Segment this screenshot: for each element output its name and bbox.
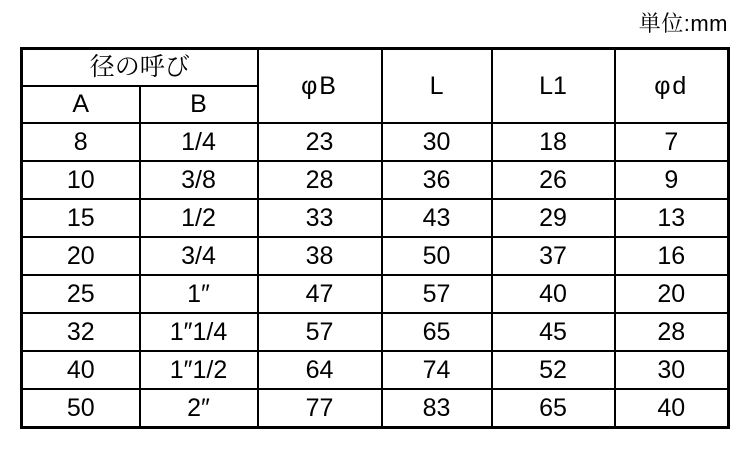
table-cell: 50 <box>22 389 140 428</box>
table-cell: 2″ <box>140 389 258 428</box>
table-cell: 33 <box>258 199 382 237</box>
table-cell: 45 <box>492 313 615 351</box>
table-cell: 28 <box>258 161 382 199</box>
table-cell: 8 <box>22 123 140 161</box>
header-a: A <box>22 86 140 123</box>
table-row <box>22 199 729 237</box>
table-cell: 74 <box>382 351 492 389</box>
table-cell: 64 <box>258 351 382 389</box>
table-cell: 65 <box>382 313 492 351</box>
table-cell: 3/4 <box>140 237 258 275</box>
table-cell: 30 <box>382 123 492 161</box>
header-b: B <box>140 86 258 123</box>
table-cell: 25 <box>22 275 140 313</box>
header-phi-d: φd <box>615 49 729 124</box>
table-header <box>22 49 729 124</box>
table-cell: 30 <box>615 351 729 389</box>
table-cell: 52 <box>492 351 615 389</box>
table-cell: 43 <box>382 199 492 237</box>
table-cell: 1″1/2 <box>140 351 258 389</box>
table-cell: 1/4 <box>140 123 258 161</box>
table-cell: 47 <box>258 275 382 313</box>
table-cell: 7 <box>615 123 729 161</box>
header-l: L <box>382 49 492 124</box>
table-row <box>22 313 729 351</box>
table-body <box>22 123 729 428</box>
table-row <box>22 351 729 389</box>
table-cell: 50 <box>382 237 492 275</box>
table-cell: 40 <box>615 389 729 428</box>
table-cell: 1″ <box>140 275 258 313</box>
table-cell: 77 <box>258 389 382 428</box>
header-nominal-diameter: 径の呼び <box>22 49 258 87</box>
table-cell: 1/2 <box>140 199 258 237</box>
table-cell: 3/8 <box>140 161 258 199</box>
table-cell: 57 <box>382 275 492 313</box>
table-cell: 9 <box>615 161 729 199</box>
table-cell: 13 <box>615 199 729 237</box>
table-row <box>22 237 729 275</box>
table-row <box>22 275 729 313</box>
table-cell: 23 <box>258 123 382 161</box>
table-row <box>22 161 729 199</box>
table-cell: 29 <box>492 199 615 237</box>
unit-label: 単位:mm <box>638 11 728 36</box>
header-l1: L1 <box>492 49 615 124</box>
dimension-table <box>20 47 730 429</box>
table-cell: 32 <box>22 313 140 351</box>
table-row <box>22 389 729 428</box>
table-cell: 36 <box>382 161 492 199</box>
table-cell: 38 <box>258 237 382 275</box>
table-cell: 26 <box>492 161 615 199</box>
table-cell: 20 <box>22 237 140 275</box>
table-row <box>22 123 729 161</box>
table-cell: 83 <box>382 389 492 428</box>
table-cell: 10 <box>22 161 140 199</box>
table-cell: 20 <box>615 275 729 313</box>
table-cell: 28 <box>615 313 729 351</box>
table-cell: 57 <box>258 313 382 351</box>
table-cell: 16 <box>615 237 729 275</box>
table-cell: 37 <box>492 237 615 275</box>
header-row-group <box>22 49 729 87</box>
table-cell: 15 <box>22 199 140 237</box>
header-phi-b: φB <box>258 49 382 124</box>
table-cell: 65 <box>492 389 615 428</box>
table-cell: 40 <box>492 275 615 313</box>
table-cell: 1″1/4 <box>140 313 258 351</box>
table-cell: 40 <box>22 351 140 389</box>
table-cell: 18 <box>492 123 615 161</box>
